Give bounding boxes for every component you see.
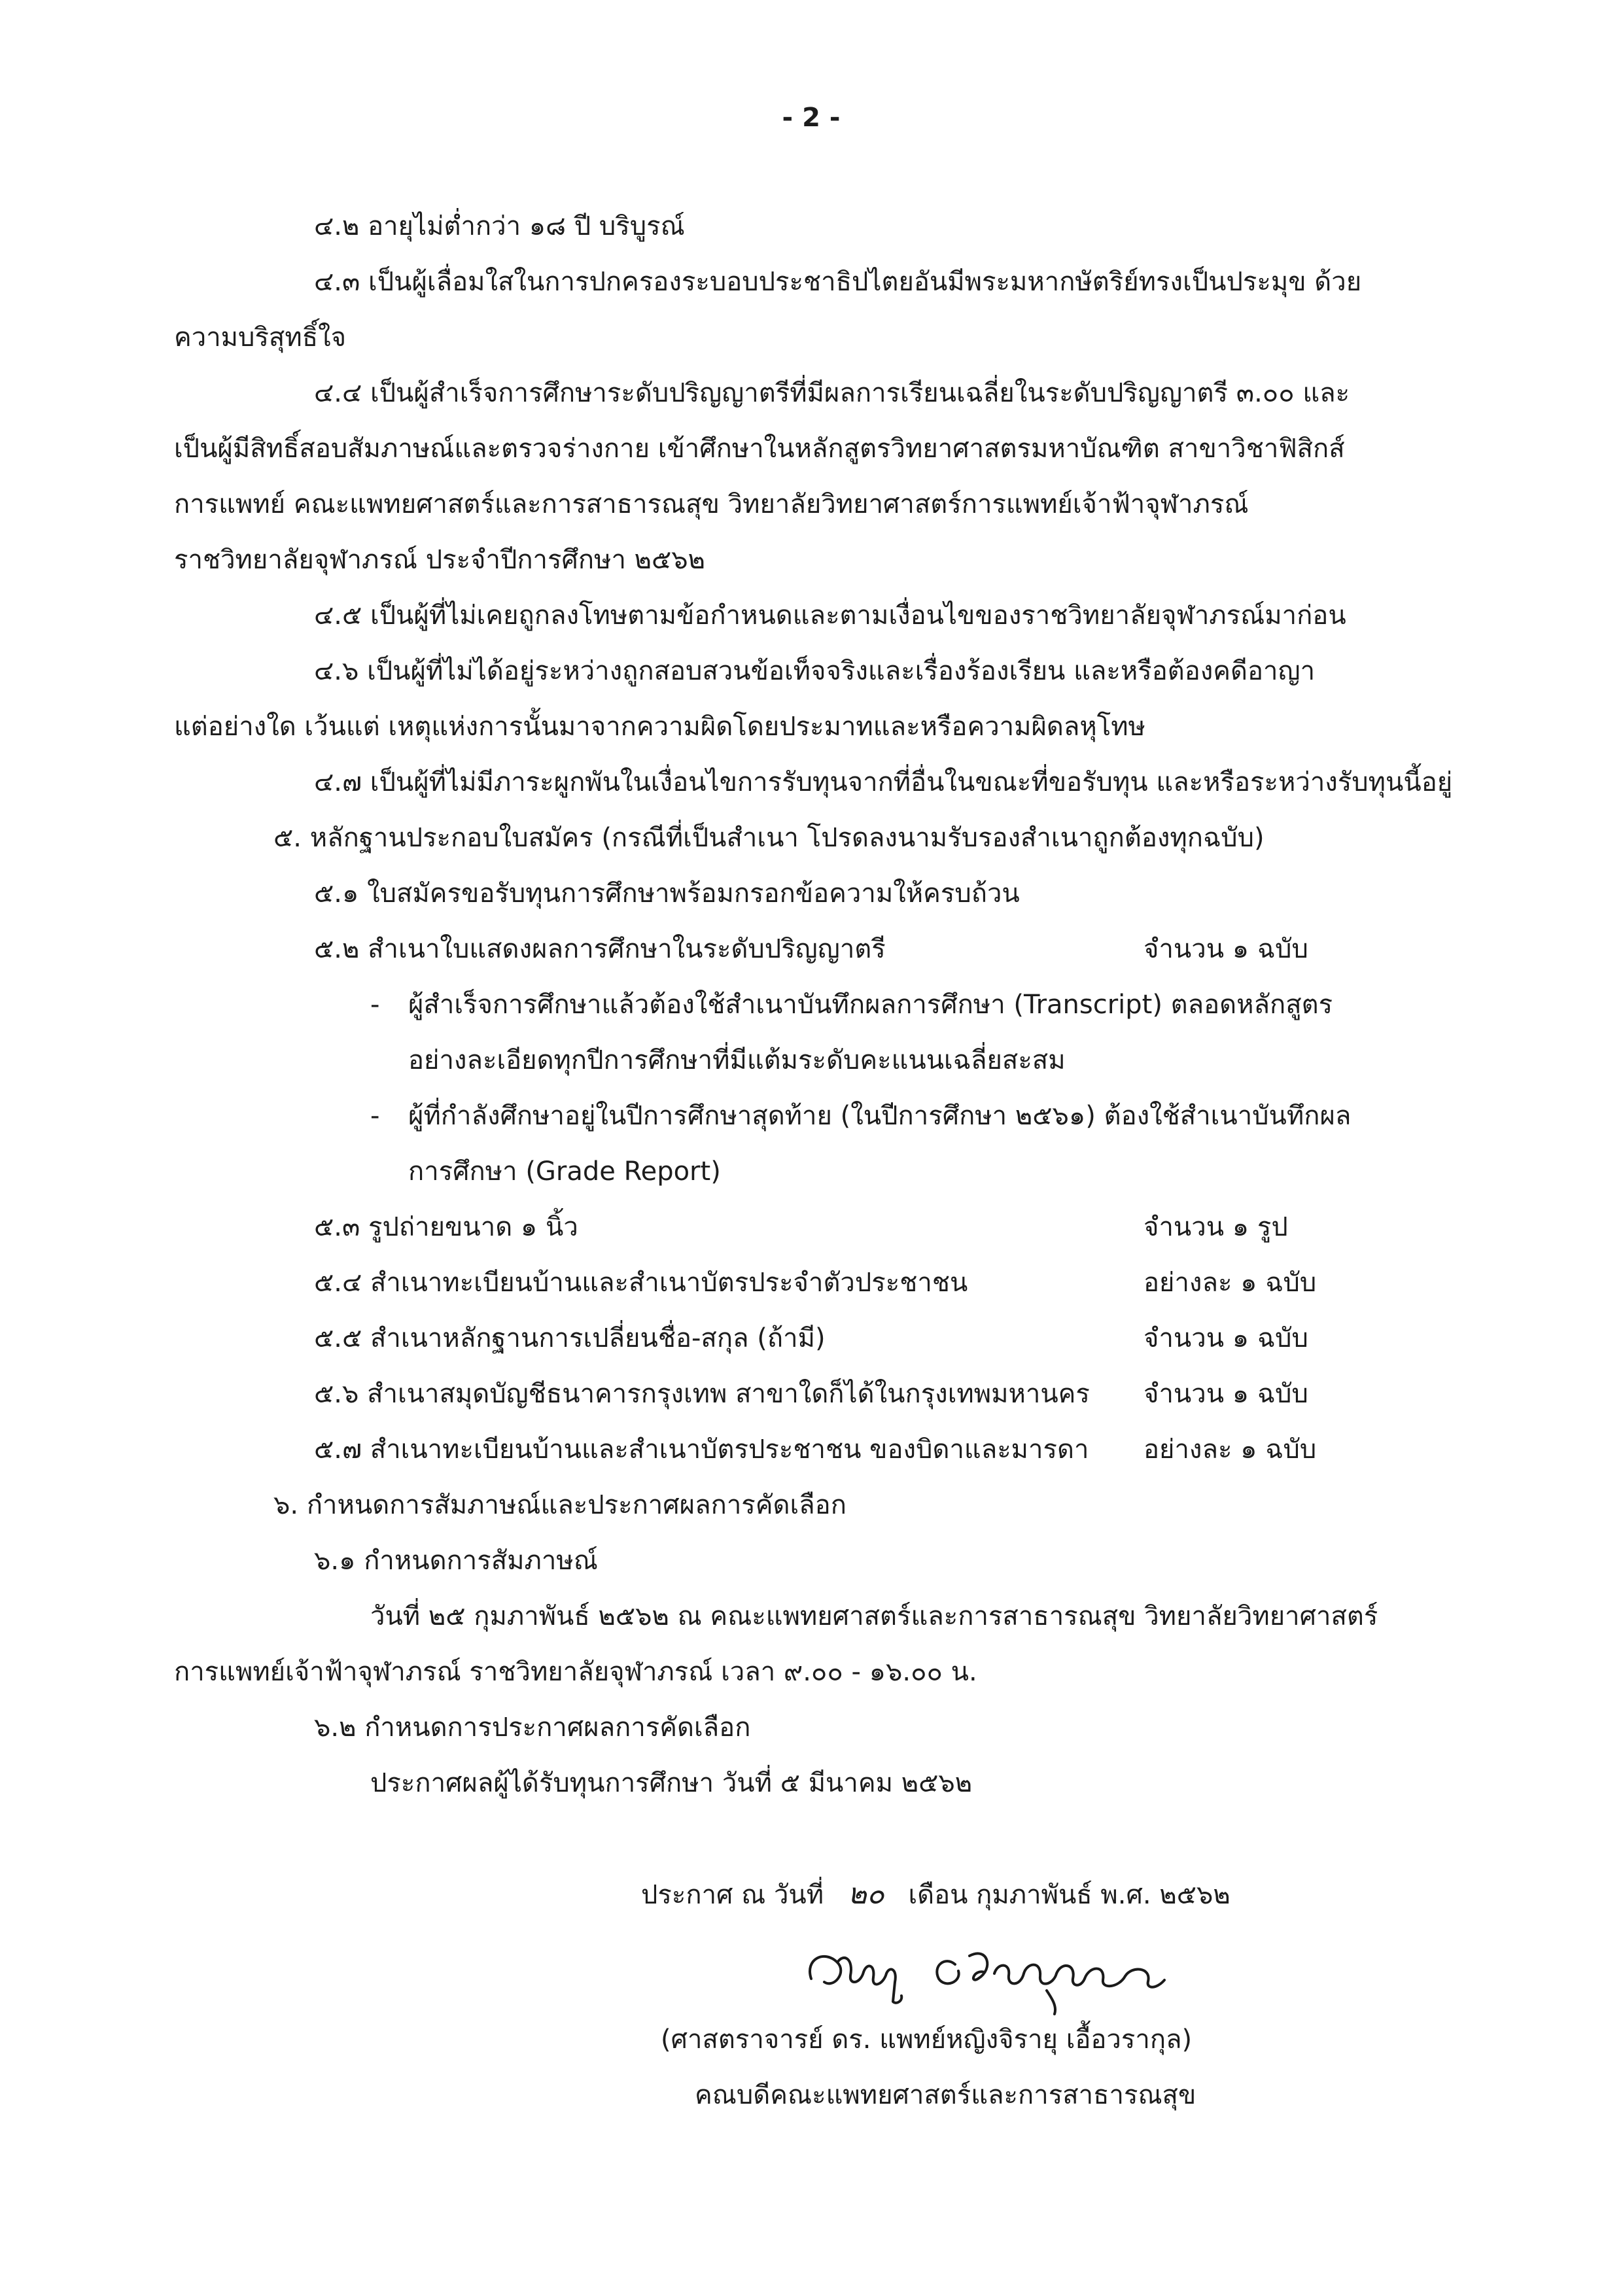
item-4-7: ๔.๗ เป็นผู้ที่ไม่มีภาระผูกพันในเงื่อนไขการรับทุนจากที่อื่นในขณะที่ขอรับทุน และหรือระหว่างรับทุนนี้อยู่ (314, 767, 1453, 797)
item-6-1-line2: การแพทย์เจ้าฟ้าจุฬาภรณ์ ราชวิทยาลัยจุฬาภรณ์ เวลา ๙.๐๐ - ๑๖.๐๐ น. (174, 1657, 977, 1687)
item-5-7: ๕.๗ สำเนาทะเบียนบ้านและสำเนาบัตรประชาชน ของบิดาและมารดา (314, 1435, 1089, 1465)
item-4-2: ๔.๒ อายุไม่ต่ำกว่า ๑๘ ปี บริบูรณ์ (314, 211, 685, 241)
item-6-2: ๖.๒ กำหนดการประกาศผลการคัดเลือก (314, 1713, 751, 1743)
item-5-4-quantity: อย่างละ ๑ ฉบับ (1143, 1268, 1317, 1298)
signature-text: จิรายุ เอื้อวรากุล (798, 1923, 872, 1936)
item-4-3-line1: ๔.๓ เป็นผู้เลื่อมใสในการปกครองระบอบประชาธิปไตยอันมีพระมหากษัตริย์ทรงเป็นประมุข ด้วย (314, 267, 1362, 297)
item-4-4-line3: การแพทย์ คณะแพทยศาสตร์และการสาธารณสุข วิทยาลัยวิทยาศาสตร์การแพทย์เจ้าฟ้าจุฬาภรณ์ (174, 489, 1249, 519)
item-5-2-bullet1-line1: ผู้สำเร็จการศึกษาแล้วต้องใช้สำเนาบันทึกผลการศึกษา (Transcript) ตลอดหลักสูตร (408, 990, 1333, 1020)
item-4-4-line1: ๔.๔ เป็นผู้สำเร็จการศึกษาระดับปริญญาตรีที่มีผลการเรียนเฉลี่ยในระดับปริญญาตรี ๓.๐๐ และ (314, 378, 1350, 408)
section-5-heading: ๕. หลักฐานประกอบใบสมัคร (กรณีที่เป็นสำเนา โปรดลงนามรับรองสำเนาถูกต้องทุกฉบับ) (273, 823, 1265, 853)
announcement-suffix: เดือน กุมภาพันธ์ พ.ศ. ๒๕๖๒ (908, 1880, 1230, 1910)
item-5-6: ๕.๖ สำเนาสมุดบัญชีธนาคารกรุงเทพ สาขาใดก็ได้ในกรุงเทพมหานคร (314, 1379, 1090, 1409)
item-5-3: ๕.๓ รูปถ่ายขนาด ๑ นิ้ว (314, 1212, 578, 1242)
item-5-2-bullet1-line2: อย่างละเอียดทุกปีการศึกษาที่มีแต้มระดับคะแนนเฉลี่ยสะสม (408, 1045, 1066, 1075)
item-5-2-bullet2-line2: การศึกษา (Grade Report) (408, 1157, 721, 1187)
item-4-4-line4: ราชวิทยาลัยจุฬาภรณ์ ประจำปีการศึกษา ๒๕๖๒ (174, 545, 706, 575)
signer-position: คณบดีคณะแพทยศาสตร์และการสาธารณสุข (695, 2080, 1196, 2110)
signer-name: (ศาสตราจารย์ ดร. แพทย์หญิงจิรายุ เอื้อวรากุล) (661, 2025, 1193, 2055)
bullet-dash: - (370, 990, 380, 1020)
item-4-6-line2: แต่อย่างใด เว้นแต่ เหตุแห่งการนั้นมาจากความผิดโดยประมาทและหรือความผิดลหุโทษ (174, 712, 1145, 742)
item-5-2-quantity: จำนวน ๑ ฉบับ (1143, 934, 1308, 964)
announcement-day: ๒๐ (847, 1877, 884, 1911)
item-6-1: ๖.๑ กำหนดการสัมภาษณ์ (314, 1546, 598, 1576)
bullet-dash: - (370, 1101, 380, 1131)
item-4-4-line2: เป็นผู้มีสิทธิ์สอบสัมภาษณ์และตรวจร่างกาย เข้าศึกษาในหลักสูตรวิทยาศาสตรมหาบัณฑิต สาขาวิชาฟิสิกส์ (174, 434, 1345, 464)
item-5-7-quantity: อย่างละ ๑ ฉบับ (1143, 1435, 1317, 1465)
item-5-4: ๕.๔ สำเนาทะเบียนบ้านและสำเนาบัตรประจำตัวประชาชน (314, 1268, 968, 1298)
signature-image (798, 1923, 1204, 2018)
page-number: - 2 - (782, 103, 841, 133)
item-5-5-quantity: จำนวน ๑ ฉบับ (1143, 1323, 1308, 1353)
item-4-5: ๔.๕ เป็นผู้ที่ไม่เคยถูกลงโทษตามข้อกำหนดและตามเงื่อนไขของราชวิทยาลัยจุฬาภรณ์มาก่อน (314, 600, 1346, 631)
item-5-3-quantity: จำนวน ๑ รูป (1143, 1212, 1288, 1242)
announcement-date (641, 1876, 1230, 1913)
item-4-3-line2: ความบริสุทธิ์ใจ (174, 322, 347, 353)
item-5-2-bullet2-line1: ผู้ที่กำลังศึกษาอยู่ในปีการศึกษาสุดท้าย (ในปีการศึกษา ๒๕๖๑) ต้องใช้สำเนาบันทึกผล (408, 1101, 1352, 1131)
item-5-5: ๕.๕ สำเนาหลักฐานการเปลี่ยนชื่อ-สกุล (ถ้ามี) (314, 1323, 826, 1353)
item-5-6-quantity: จำนวน ๑ ฉบับ (1143, 1379, 1308, 1409)
section-6-heading: ๖. กำหนดการสัมภาษณ์และประกาศผลการคัดเลือก (273, 1490, 846, 1520)
item-4-6-line1: ๔.๖ เป็นผู้ที่ไม่ได้อยู่ระหว่างถูกสอบสวนข้อเท็จจริงและเรื่องร้องเรียน และหรือต้องคดีอาญา (314, 656, 1316, 686)
item-6-2-line1: ประกาศผลผู้ได้รับทุนการศึกษา วันที่ ๕ มีนาคม ๒๕๖๒ (370, 1768, 973, 1798)
item-6-1-line1: วันที่ ๒๕ กุมภาพันธ์ ๒๕๖๒ ณ คณะแพทยศาสตร์และการสาธารณสุข วิทยาลัยวิทยาศาสตร์ (370, 1601, 1378, 1631)
item-5-1: ๕.๑ ใบสมัครขอรับทุนการศึกษาพร้อมกรอกข้อความให้ครบถ้วน (314, 878, 1020, 909)
item-5-2: ๕.๒ สำเนาใบแสดงผลการศึกษาในระดับปริญญาตรี (314, 934, 886, 964)
announcement-prefix: ประกาศ ณ วันที่ (641, 1880, 824, 1910)
